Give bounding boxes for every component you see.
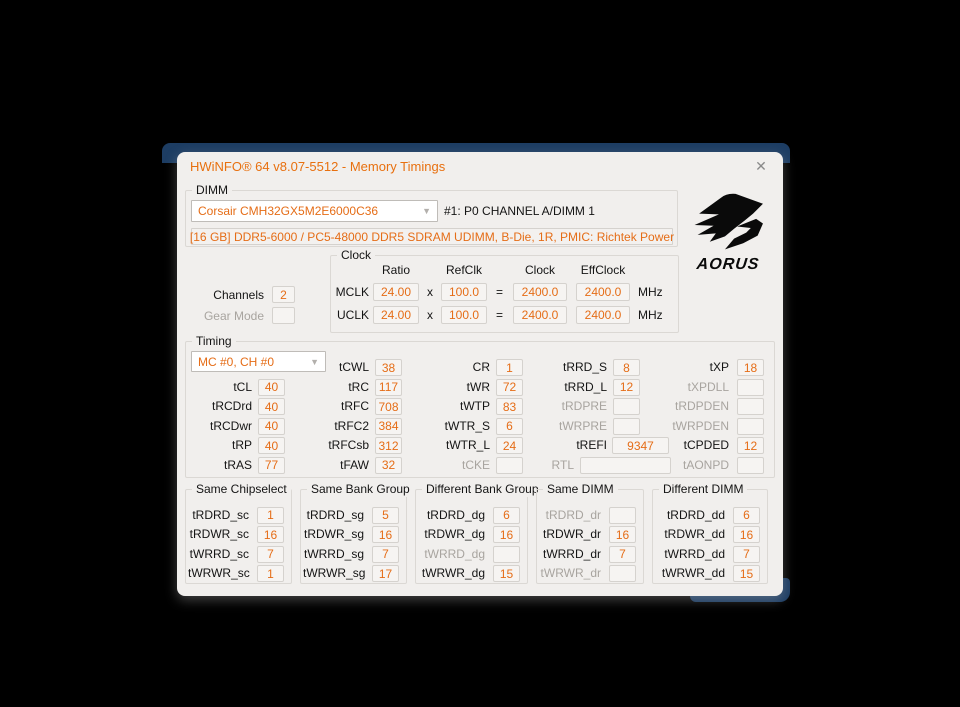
timing-label-tWRWR_sc: tWRWR_sc — [188, 566, 250, 580]
timing-value-tRC: 117 — [375, 379, 402, 396]
timing-label-tRDWR_dr: tRDWR_dr — [542, 527, 601, 541]
turnaround-group-2 — [300, 482, 410, 584]
aorus-wordmark: AORUS — [695, 256, 761, 273]
timing-value-tWRWR_sc: 1 — [257, 565, 284, 582]
chevron-down-icon: ▼ — [422, 206, 431, 216]
close-icon: ✕ — [755, 157, 767, 174]
timing-value-tRAS: 77 — [258, 457, 285, 474]
close-button[interactable] — [751, 156, 771, 176]
timing-label-tWRPRE: tWRPRE — [559, 418, 607, 433]
timing-value-tRCDrd: 40 — [258, 398, 285, 415]
timing-value-tWRPRE — [613, 418, 640, 435]
timing-label-tCWL: tCWL — [339, 360, 369, 374]
timing-label-tRFC2: tRFC2 — [334, 418, 369, 433]
clock-ratio-box: 24.00 — [373, 306, 419, 324]
clock-group — [330, 248, 679, 333]
timing-label-tXPDLL: tXPDLL — [687, 379, 729, 394]
timing-value-tRRD_S: 8 — [613, 359, 640, 376]
timing-value-tWRRD_sc: 7 — [257, 546, 284, 563]
channels-label: Channels — [213, 288, 264, 302]
timing-label-tRCDwr: tRCDwr — [210, 418, 252, 433]
timing-label-tWRRD_dd: tWRRD_dd — [664, 546, 725, 561]
timing-label-tRDRD_dd: tRDRD_dd — [666, 507, 725, 522]
timing-value-tXPDLL — [737, 379, 764, 396]
clock-group-label: Clock — [337, 248, 375, 263]
timing-value-tWR: 72 — [496, 379, 523, 396]
timing-label-tAONPD: tAONPD — [682, 457, 729, 472]
timing-value-tRDWR_sc: 16 — [257, 526, 284, 543]
clock-row-label: UCLK — [336, 308, 369, 322]
timing-label-tWRRD_dg: tWRRD_dg — [424, 546, 485, 561]
timing-label-tRDRD_sc: tRDRD_sc — [192, 507, 249, 522]
timing-label-tWRRD_sc: tWRRD_sc — [189, 546, 249, 561]
timing-group-label: Timing — [192, 334, 236, 349]
channels-value-box — [272, 286, 295, 303]
timing-value-tRDRD_dd: 6 — [733, 507, 760, 524]
timing-label-CR: CR — [472, 360, 490, 374]
dimm-description-box — [191, 228, 673, 245]
timing-label-tRDWR_dd: tRDWR_dd — [664, 527, 725, 541]
timing-value-tWRWR_dg: 15 — [493, 565, 520, 582]
aorus-falcon-icon — [690, 192, 766, 258]
timing-value-tWRRD_dd: 7 — [733, 546, 760, 563]
timing-value-tRP: 40 — [258, 437, 285, 454]
memory-timings-window — [177, 152, 783, 596]
timing-value-tRDPRE — [613, 398, 640, 415]
timing-value-tRDRD_sg: 5 — [372, 507, 399, 524]
clock-refclk-box: 100.0 — [441, 306, 487, 324]
clock-header-refclk: RefClk — [445, 263, 482, 277]
multiply-sign: x — [427, 308, 433, 322]
mhz-unit-label: MHz — [638, 308, 663, 322]
timing-label-tRDWR_dg: tRDWR_dg — [424, 527, 485, 541]
dimm-module-select[interactable] — [191, 200, 438, 222]
timing-channel-selected-text: MC #0, CH #0 — [198, 354, 275, 369]
timing-label-tRDWR_sg: tRDWR_sg — [303, 527, 364, 541]
timing-value-tRDWR_dr: 16 — [609, 526, 636, 543]
timing-value-tWTP: 83 — [496, 398, 523, 415]
timing-value-tREFI: 9347 — [612, 437, 669, 454]
timing-label-tWRWR_dr: tWRWR_dr — [540, 566, 601, 580]
timing-value-tWRWR_dr — [609, 565, 636, 582]
timing-value-tWRWR_dd: 15 — [733, 565, 760, 582]
timing-label-tRP: tRP — [231, 438, 252, 452]
turnaround-group-label: Same Bank Group — [307, 482, 414, 497]
timing-group — [185, 334, 775, 478]
timing-label-tRRD_S: tRRD_S — [562, 360, 607, 374]
timing-value-tCWL: 38 — [375, 359, 402, 376]
timing-label-tWRPDEN: tWRPDEN — [672, 418, 729, 433]
timing-value-tAONPD — [737, 457, 764, 474]
timing-label-tRDRD_dr: tRDRD_dr — [545, 507, 601, 522]
timing-label-tWRWR_dd: tWRWR_dd — [661, 566, 725, 580]
timing-label-tWRWR_sg: tWRWR_sg — [303, 566, 366, 580]
timing-value-tRDWR_dd: 16 — [733, 526, 760, 543]
timing-value-tWTR_S: 6 — [496, 418, 523, 435]
timing-label-tRAS: tRAS — [223, 457, 252, 472]
timing-value-tWTR_L: 24 — [496, 437, 523, 454]
clock-clock-box: 2400.0 — [513, 283, 567, 301]
timing-value-tRDRD_dg: 6 — [493, 507, 520, 524]
timing-value-tWRWR_sg: 17 — [372, 565, 399, 582]
timing-label-tCKE: tCKE — [461, 457, 490, 472]
timing-value-tRRD_L: 12 — [613, 379, 640, 396]
clock-row-label: MCLK — [335, 285, 369, 299]
timing-value-tWRRD_dr: 7 — [609, 546, 636, 563]
timing-label-tWTR_L: tWTR_L — [445, 438, 490, 452]
timing-value-tRFC2: 384 — [375, 418, 402, 435]
timing-value-tRFCsb: 312 — [375, 437, 402, 454]
timing-label-tRDPRE: tRDPRE — [561, 399, 607, 413]
clock-effclock-box: 2400.0 — [576, 283, 630, 301]
timing-value-tRDRD_dr — [609, 507, 636, 524]
turnaround-group-label: Different Bank Group — [422, 482, 543, 497]
timing-value-tRDWR_dg: 16 — [493, 526, 520, 543]
turnaround-group-1 — [185, 482, 292, 584]
dimm-group — [185, 183, 678, 247]
dimm-group-label: DIMM — [192, 183, 232, 198]
timing-value-tWRRD_sg: 7 — [372, 546, 399, 563]
timing-value-tWRRD_dg — [493, 546, 520, 563]
timing-label-tWRWR_dg: tWRWR_dg — [421, 566, 485, 580]
timing-label-tCL: tCL — [233, 379, 252, 394]
timing-label-tWTR_S: tWTR_S — [444, 418, 490, 433]
timing-label-tRDPDEN: tRDPDEN — [674, 399, 729, 413]
turnaround-group-5 — [652, 482, 768, 584]
timing-value-tRDWR_sg: 16 — [372, 526, 399, 543]
timing-label-tWR: tWR — [466, 379, 490, 394]
aorus-logo — [688, 192, 768, 282]
timing-label-tRCDrd: tRCDrd — [211, 399, 252, 413]
equals-sign: = — [496, 285, 504, 299]
timing-label-tWRRD_sg: tWRRD_sg — [303, 546, 364, 561]
timing-value-tCPDED: 12 — [737, 437, 764, 454]
timing-label-tWTP: tWTP — [460, 399, 490, 413]
clock-effclock-box: 2400.0 — [576, 306, 630, 324]
timing-label-tRRD_L: tRRD_L — [564, 379, 607, 394]
timing-label-tXP: tXP — [709, 360, 729, 374]
timing-label-tRDRD_dg: tRDRD_dg — [426, 507, 485, 522]
timing-value-tRDPDEN — [737, 398, 764, 415]
turnaround-group-3 — [415, 482, 539, 584]
turnaround-group-4 — [536, 482, 644, 584]
turnaround-group-label: Same DIMM — [543, 482, 618, 497]
turnaround-group-label: Different DIMM — [659, 482, 747, 497]
dimm-module-selected-text: Corsair CMH32GX5M2E6000C36 — [198, 204, 379, 218]
dimm-description-text: [16 GB] DDR5-6000 / PC5-48000 DDR5 SDRAM UDIMM, B-Die, 1R, PMIC: Richtek Power — [189, 229, 675, 244]
turnaround-group-label: Same Chipselect — [192, 482, 291, 497]
timing-value-CR: 1 — [496, 359, 523, 376]
timing-value-tRDRD_sc: 1 — [257, 507, 284, 524]
clock-clock-box: 2400.0 — [513, 306, 567, 324]
timing-label-tRDRD_sg: tRDRD_sg — [306, 507, 364, 522]
dimm-slot-info: #1: P0 CHANNEL A/DIMM 1 — [444, 204, 595, 218]
timing-label-tRC: tRC — [348, 379, 369, 394]
timing-label-RTL: RTL — [551, 457, 574, 472]
timing-label-tRFCsb: tRFCsb — [328, 438, 369, 452]
timing-value-tRFC: 708 — [375, 398, 402, 415]
clock-refclk-box: 100.0 — [441, 283, 487, 301]
clock-header-clock: Clock — [524, 263, 555, 277]
clock-header-effclock: EffClock — [580, 263, 626, 277]
timing-value-tFAW: 32 — [375, 457, 402, 474]
clock-header-ratio: Ratio — [381, 263, 410, 277]
clock-ratio-box: 24.00 — [373, 283, 419, 301]
timing-label-tRFC: tRFC — [341, 399, 369, 413]
timing-value-tXP: 18 — [737, 359, 764, 376]
window-title: HWiNFO® 64 v8.07-5512 - Memory Timings — [190, 159, 446, 174]
multiply-sign: x — [427, 285, 433, 299]
chevron-down-icon: ▼ — [310, 356, 319, 367]
gear-mode-value-box — [272, 307, 295, 324]
timing-label-tRDWR_sc: tRDWR_sc — [189, 527, 249, 541]
timing-label-tFAW: tFAW — [340, 457, 369, 472]
equals-sign: = — [496, 308, 504, 322]
mhz-unit-label: MHz — [638, 285, 663, 299]
gear-mode-label: Gear Mode — [203, 309, 264, 323]
timing-value-tCL: 40 — [258, 379, 285, 396]
timing-label-tWRRD_dr: tWRRD_dr — [542, 546, 601, 561]
timing-value-tRCDwr: 40 — [258, 418, 285, 435]
channels-value: 2 — [280, 287, 287, 302]
timing-value-tWRPDEN — [737, 418, 764, 435]
timing-label-tCPDED: tCPDED — [683, 438, 729, 452]
timing-label-tREFI: tREFI — [576, 438, 607, 452]
